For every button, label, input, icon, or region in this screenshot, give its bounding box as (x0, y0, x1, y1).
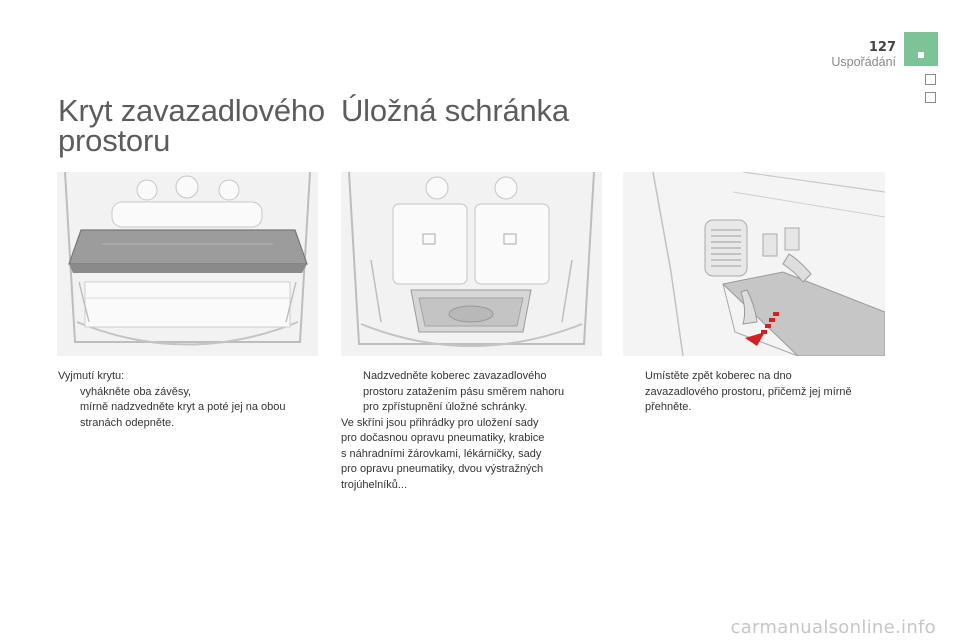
text-storage-box: Nadzvedněte koberec zavazadlového prostoru zatažením pásu směrem nahoru pro zpřístupnění úložné schránky. Ve skříni jsou přihrádky pro uložení sady pro dočasnou opravu pneumatiky, krabice s náhradními žárovkami, lékárničky, sady pro opravu pneumatiky, dvou výstražných trojúhelníků... (341, 369, 603, 493)
list-item: vyhákněte oba závěsy, (80, 385, 192, 398)
heading-luggage-cover: Kryt zavazadlového prostoru (58, 93, 325, 158)
text-remove-cover: Vyjmutí krytu: vyhákněte oba závěsy, mírně nadzvedněte kryt a poté jej na obou stranách odepněte. (58, 369, 320, 431)
section-title: Uspořádání (831, 55, 896, 69)
list-item: Umístěte zpět koberec na dno zavazadlového prostoru, přičemž jej mírně přehněte. (645, 370, 852, 413)
chapter-tab[interactable] (925, 74, 936, 85)
list-item: Nadzvedněte koberec zavazadlového prostoru zatažením pásu směrem nahoru pro zpřístupnění úložné schránky. (363, 370, 565, 413)
text-replace-carpet (623, 369, 885, 416)
chapter-tab-active[interactable] (904, 32, 938, 66)
illustration-replace-carpet (623, 172, 885, 356)
illustration-parcel-shelf (57, 172, 318, 356)
page-number: 127 (868, 40, 896, 55)
illustration-storage-box (341, 172, 602, 356)
tab-marker-icon (918, 52, 924, 58)
heading-storage-box: Úložná schránka (341, 93, 569, 128)
chapter-tab[interactable] (925, 92, 936, 103)
watermark: carmanualsonline.info (730, 617, 936, 638)
list-item: mírně nadzvedněte kryt a poté jej na obou stranách odepněte. (80, 401, 286, 429)
